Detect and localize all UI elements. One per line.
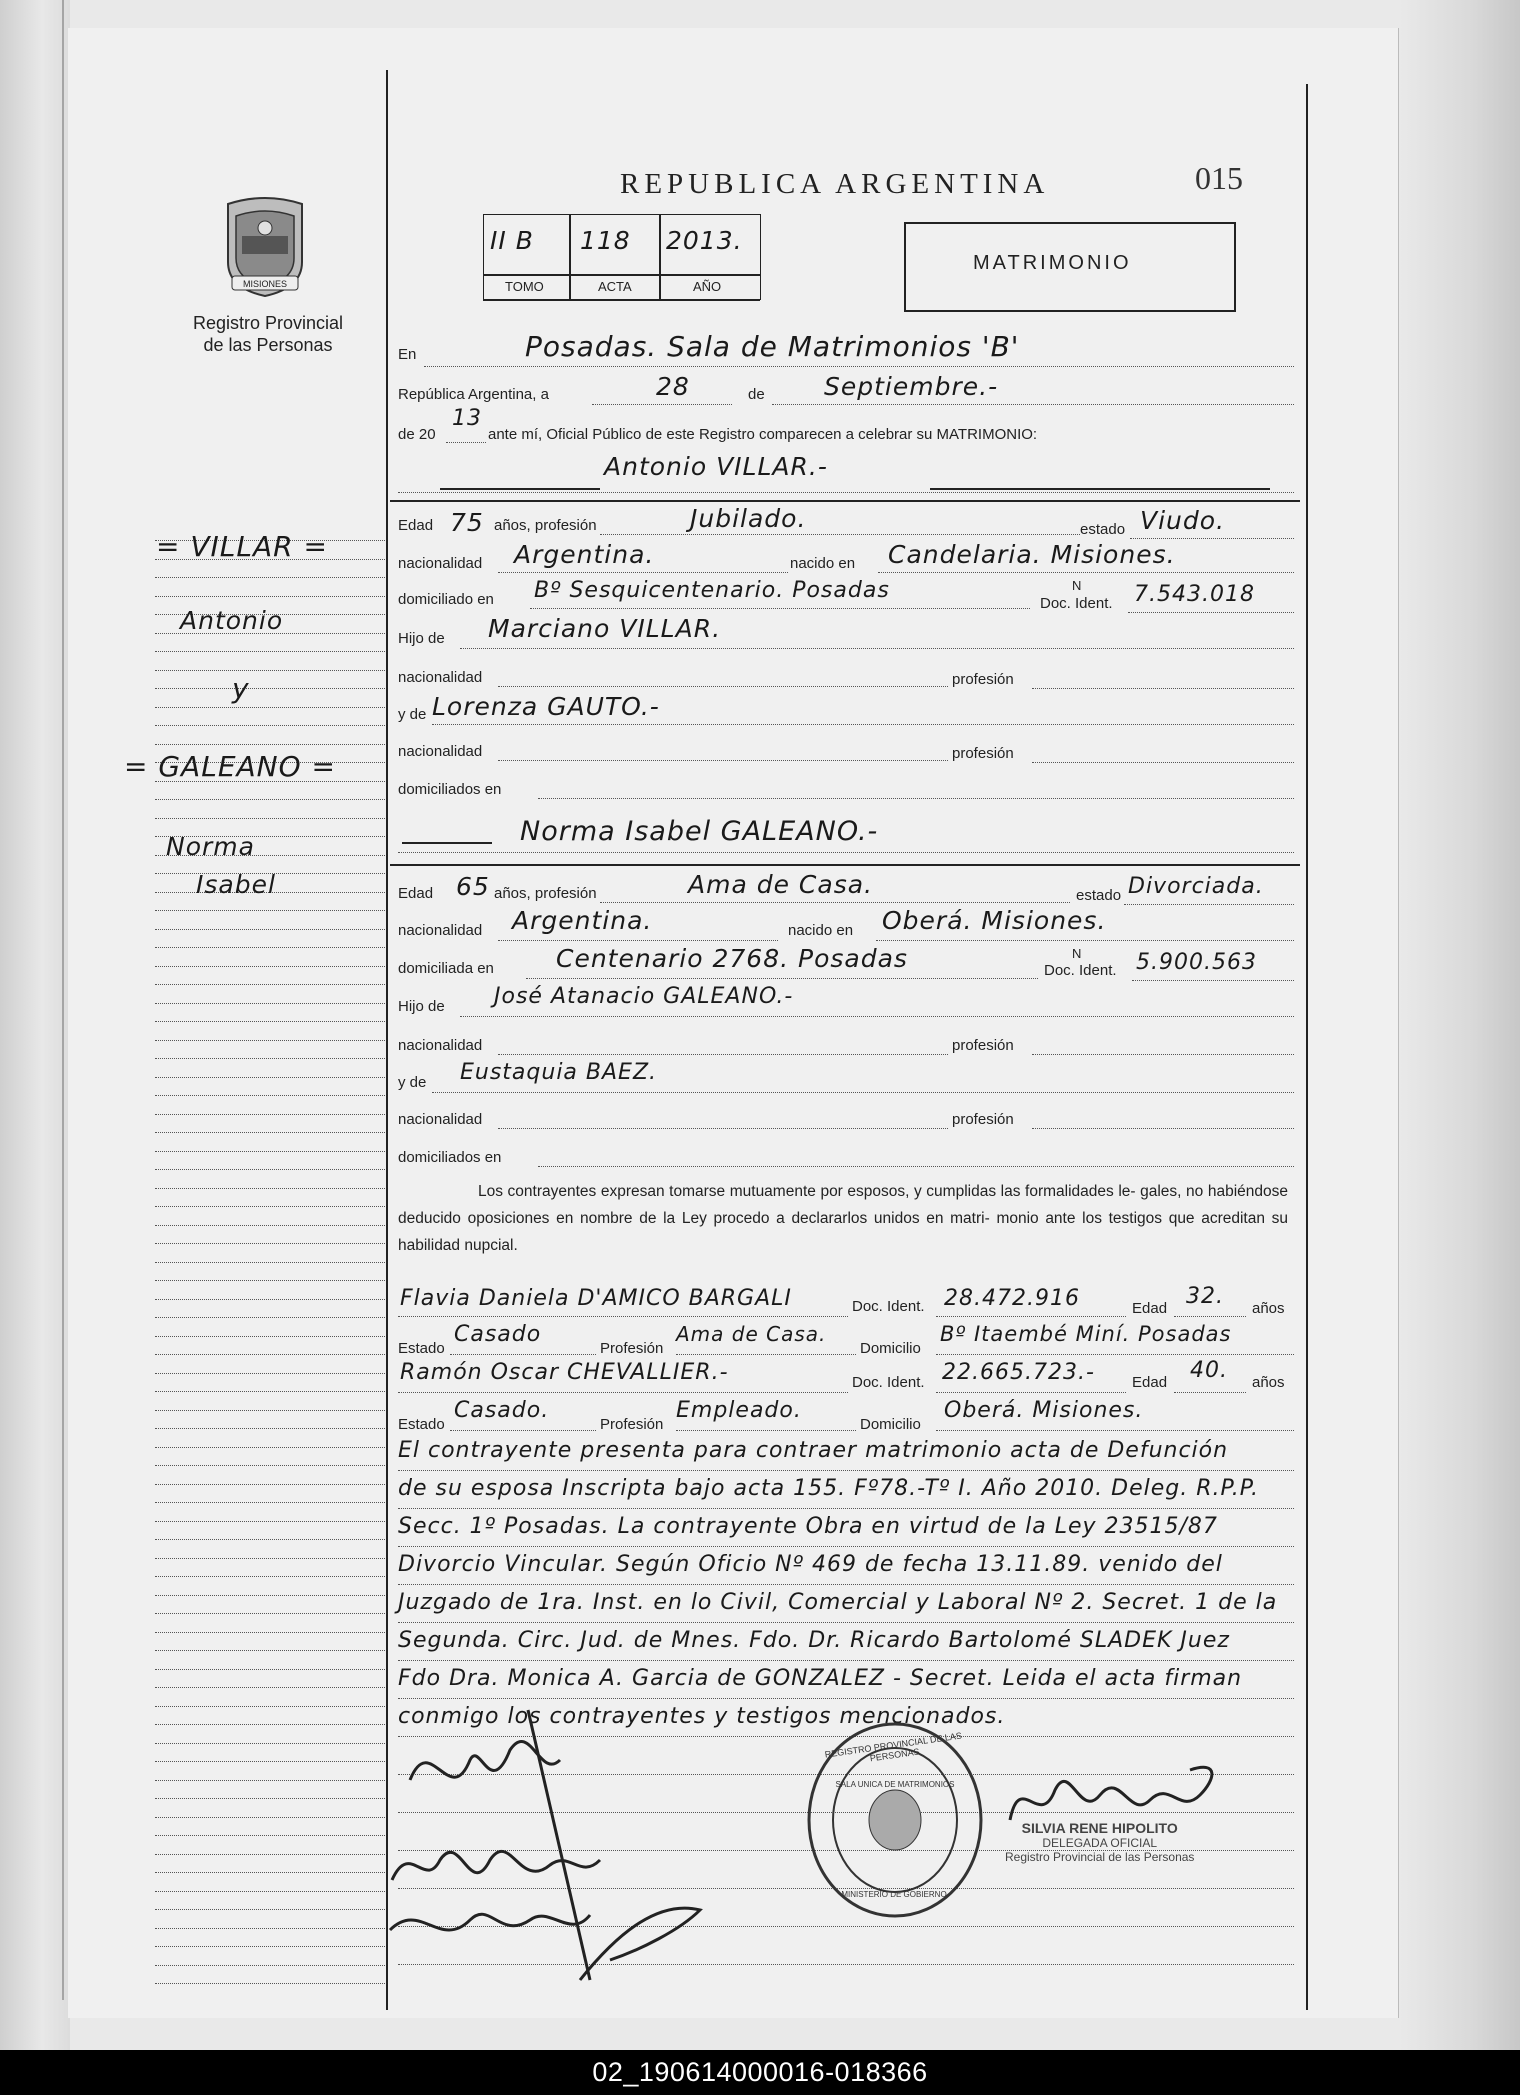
witness1-dom-label: Domicilio [860,1340,921,1357]
bride-estado-label: estado [1076,887,1122,904]
margin-conj: y [232,672,250,705]
acta-label: ACTA [598,279,632,294]
misiones-province-emblem-icon [220,196,310,300]
year-suffix: 13 [452,406,482,431]
witness2-anos-label: años [1252,1374,1285,1391]
groom-nacido-label: nacido en [790,555,856,572]
groom-age: 75 [450,508,484,537]
bride-domiciliados-label: domiciliados en [398,1149,502,1166]
bride-mother-prof-label: profesión [952,1111,1014,1128]
witness1-doc-label: Doc. Ident. [852,1298,925,1315]
statement-text: ante mí, Oficial Público de este Registro comparecen a celebrar su MATRIMONIO: [488,426,1038,443]
acta-value: 118 [580,226,631,255]
folio-number: 015 [1195,160,1243,196]
declaration-line3: monio ante los testigos que acreditan su habilidad nupcial. [398,1210,1289,1254]
witness2-name: Ramón Oscar CHEVALLIER.- [400,1360,729,1385]
groom-address: Bº Sesquicentenario. Posadas [534,578,890,603]
declaration-line1: Los contrayentes expresan tomarse mutuamente por esposos, y cumplidas las formalidades le- [478,1183,1136,1200]
witness2-profession: Empleado. [676,1398,802,1423]
document-id-footer: 02_190614000016-018366 [0,2050,1520,2095]
month-value: Septiembre.- [824,372,999,401]
groom-father-prof-label: profesión [952,671,1014,688]
note-line: Fdo Dra. Monica A. Garcia de GONZALEZ - Secret. Leida el acta firman [398,1666,1243,1691]
witness1-name: Flavia Daniela D'AMICO BARGALI [400,1286,792,1311]
margin-first2a: Norma [166,832,255,861]
witness2-doc: 22.665.723.- [942,1360,1095,1385]
groom-hijo-label: Hijo de [398,630,445,647]
bride-address: Centenario 2768. Posadas [556,944,908,973]
declaration-line2: gales, no habiéndose deducido oposiciones en nombre de la Ley procedo a declararlos unidos en matri- [398,1183,1288,1227]
registry-line1: Registro Provincial [192,313,344,333]
groom-father-nac-label: nacionalidad [398,669,483,686]
margin-surname2: = GALEANO = [124,750,337,783]
groom-estado-label: estado [1080,521,1126,538]
margin-first1: Antonio [180,606,284,635]
groom-status: Viudo. [1140,506,1226,535]
groom-nationality: Argentina. [514,540,655,569]
republica-label: República Argentina, a [398,386,549,403]
registry-line2: de las Personas [203,335,333,355]
anio-value: 2013. [666,226,743,255]
groom-edad-label: Edad [398,517,434,534]
official-role: DELEGADA OFICIAL [1042,1836,1158,1850]
bride-name: Norma Isabel GALEANO.- [520,816,879,847]
emblem-text: MISIONES [242,279,288,289]
bride-age: 65 [456,872,490,901]
witness1-doc: 28.472.916 [944,1286,1080,1311]
official-name: SILVIA RENE HIPOLITO [1021,1820,1178,1836]
note-line: El contrayente presenta para contraer matrimonio acta de Defunción [398,1438,1229,1463]
anio-label: AÑO [693,279,722,294]
de20-label: de 20 [398,426,436,443]
witness2-edad-label: Edad [1132,1374,1168,1391]
groom-domiciliados-label: domiciliados en [398,781,502,798]
registry-name [178,312,358,356]
bride-nationality: Argentina. [512,906,653,935]
witness2-estado-label: Estado [398,1416,445,1433]
groom-anos-label: años, profesión [494,517,597,534]
place-value: Posadas. Sala de Matrimonios 'B' [525,330,1020,363]
witness2-address: Oberá. Misiones. [944,1398,1144,1423]
groom-name: Antonio VILLAR.- [604,452,828,481]
groom-doc-n: N [1072,578,1082,593]
groom-yde-label: y de [398,706,427,723]
bride-edad-label: Edad [398,885,434,902]
book-edge [1400,0,1520,2050]
witness1-address: Bº Itaembé Miní. Posadas [940,1322,1232,1346]
de-label: de [748,386,765,403]
bride-birthplace: Oberá. Misiones. [882,906,1107,935]
note-line: Juzgado de 1ra. Inst. en lo Civil, Comercial y Laboral Nº 2. Secret. 1 de la [398,1590,1278,1615]
witness1-edad-label: Edad [1132,1300,1168,1317]
en-label: En [398,346,417,363]
seal-outer-text: REGISTRO PROVINCIAL DE LAS PERSONAS [824,1730,963,1764]
book-spine [0,0,70,2050]
bride-anos-label: años, profesión [494,885,597,902]
note-line: conmigo los contrayentes y testigos mencionados. [398,1704,1006,1729]
bride-yde-label: y de [398,1074,427,1091]
groom-profession: Jubilado. [690,504,807,533]
witness2-status: Casado. [454,1398,550,1423]
bride-status: Divorciada. [1128,874,1264,899]
groom-birthplace: Candelaria. Misiones. [888,540,1176,569]
groom-doc-number: 7.543.018 [1134,582,1255,607]
note-line: Divorcio Vincular. Según Oficio Nº 469 de fecha 13.11.89. venido del [398,1552,1223,1577]
bride-doc-label: Doc. Ident. [1044,962,1117,979]
groom-mother: Lorenza GAUTO.- [432,692,660,721]
bride-doc-number: 5.900.563 [1136,950,1257,975]
seal-bottom-text: MINISTERIO DE GOBIERNO [841,1890,947,1899]
margin-first2b: Isabel [196,870,276,899]
party-signatures [380,1690,820,1990]
groom-father: Marciano VILLAR. [488,614,722,643]
witness1-status: Casado [454,1322,542,1347]
witness2-prof-label: Profesión [600,1416,664,1433]
margin-surname1: = VILLAR = [156,530,328,563]
witness1-profession: Ama de Casa. [676,1322,827,1346]
bride-nacido-label: nacido en [788,922,854,939]
bride-father: José Atanacio GALEANO.- [494,984,794,1009]
groom-nacionalidad-label: nacionalidad [398,555,483,572]
seal-inner-text: SALA UNICA DE MATRIMONIOS [835,1780,955,1789]
witness1-age: 32. [1186,1284,1224,1309]
day-value: 28 [656,372,690,401]
groom-mother-prof-label: profesión [952,745,1014,762]
groom-domiciliado-label: domiciliado en [398,591,494,608]
right-margin-rule [1306,84,1308,2010]
tomo-label: TOMO [505,279,544,294]
tomo-value: II B [490,226,534,255]
bride-profession: Ama de Casa. [688,870,873,899]
bride-mother: Eustaquia BAEZ. [460,1060,658,1085]
witness1-prof-label: Profesión [600,1340,664,1357]
witness2-age: 40. [1190,1358,1228,1383]
official-office: Registro Provincial de las Personas [1005,1850,1195,1864]
bride-nacionalidad-label: nacionalidad [398,922,483,939]
declaration-paragraph [398,1178,1288,1259]
witness1-estado-label: Estado [398,1340,445,1357]
note-line: de su esposa Inscripta bajo acta 155. Fº78.-Tº I. Año 2010. Deleg. R.P.P. [398,1476,1259,1501]
bride-domiciliado-label: domiciliada en [398,960,494,977]
bride-father-prof-label: profesión [952,1037,1014,1054]
country-title: REPUBLICA ARGENTINA [620,168,1050,200]
note-line: Secc. 1º Posadas. La contrayente Obra en virtud de la Ley 23515/87 [398,1514,1218,1539]
act-type: MATRIMONIO [973,252,1132,274]
witness2-doc-label: Doc. Ident. [852,1374,925,1391]
bride-doc-n: N [1072,946,1082,961]
groom-doc-label: Doc. Ident. [1040,595,1113,612]
bride-hijo-label: Hijo de [398,998,445,1015]
groom-mother-nac-label: nacionalidad [398,743,483,760]
witness2-dom-label: Domicilio [860,1416,921,1433]
bride-father-nac-label: nacionalidad [398,1037,483,1054]
witness1-anos-label: años [1252,1300,1285,1317]
note-line: Segunda. Circ. Jud. de Mnes. Fdo. Dr. Ricardo Bartolomé SLADEK Juez [398,1628,1230,1653]
official-signature-block [1005,1820,1194,1864]
bride-mother-nac-label: nacionalidad [398,1111,483,1128]
